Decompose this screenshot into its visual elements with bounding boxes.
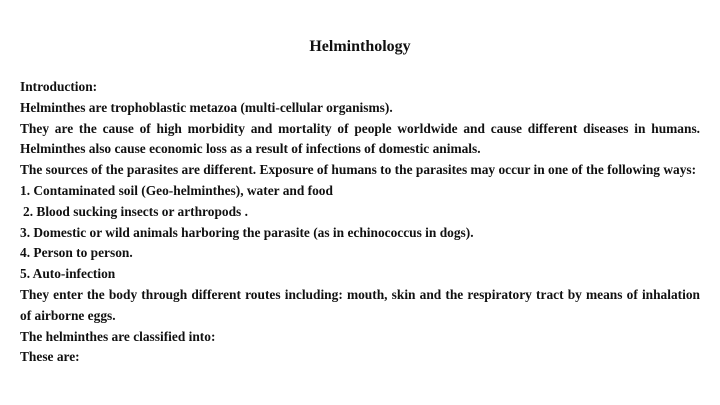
classified-text: The helminthes are classified into: — [20, 328, 216, 344]
list-item: 2. Blood sucking insects or arthropods . — [23, 203, 248, 219]
definition-text: Helminthes are trophoblastic metazoa (multi-cellular organisms). — [20, 99, 393, 115]
list-item: 1. Contaminated soil (Geo-helminthes), water and food — [20, 182, 333, 198]
routes-text: They enter the body through different routes including: mouth, skin and the respiratory tract by means of inhalation of airborne eggs. — [20, 286, 700, 323]
list-item: 4. Person to person. — [20, 245, 133, 261]
sources-text: The sources of the parasites are different. Exposure of humans to the parasites may occur in one of the following ways: — [20, 162, 697, 178]
morbidity-text: They are the cause of high morbidity and mortality of people worldwide and cause different diseases in humans. Helminthes also cause economic loss as a result of infections of domestic animals. — [20, 120, 700, 157]
intro-heading: Introduction: — [20, 79, 98, 94]
page-title: Helminthology — [309, 38, 411, 55]
these-are-text: These are: — [20, 349, 80, 365]
document-body — [20, 77, 700, 368]
list-item: 3. Domestic or wild animals harboring the parasite (as in echinococcus in dogs). — [20, 224, 474, 240]
list-item: 5. Auto-infection — [20, 266, 116, 282]
